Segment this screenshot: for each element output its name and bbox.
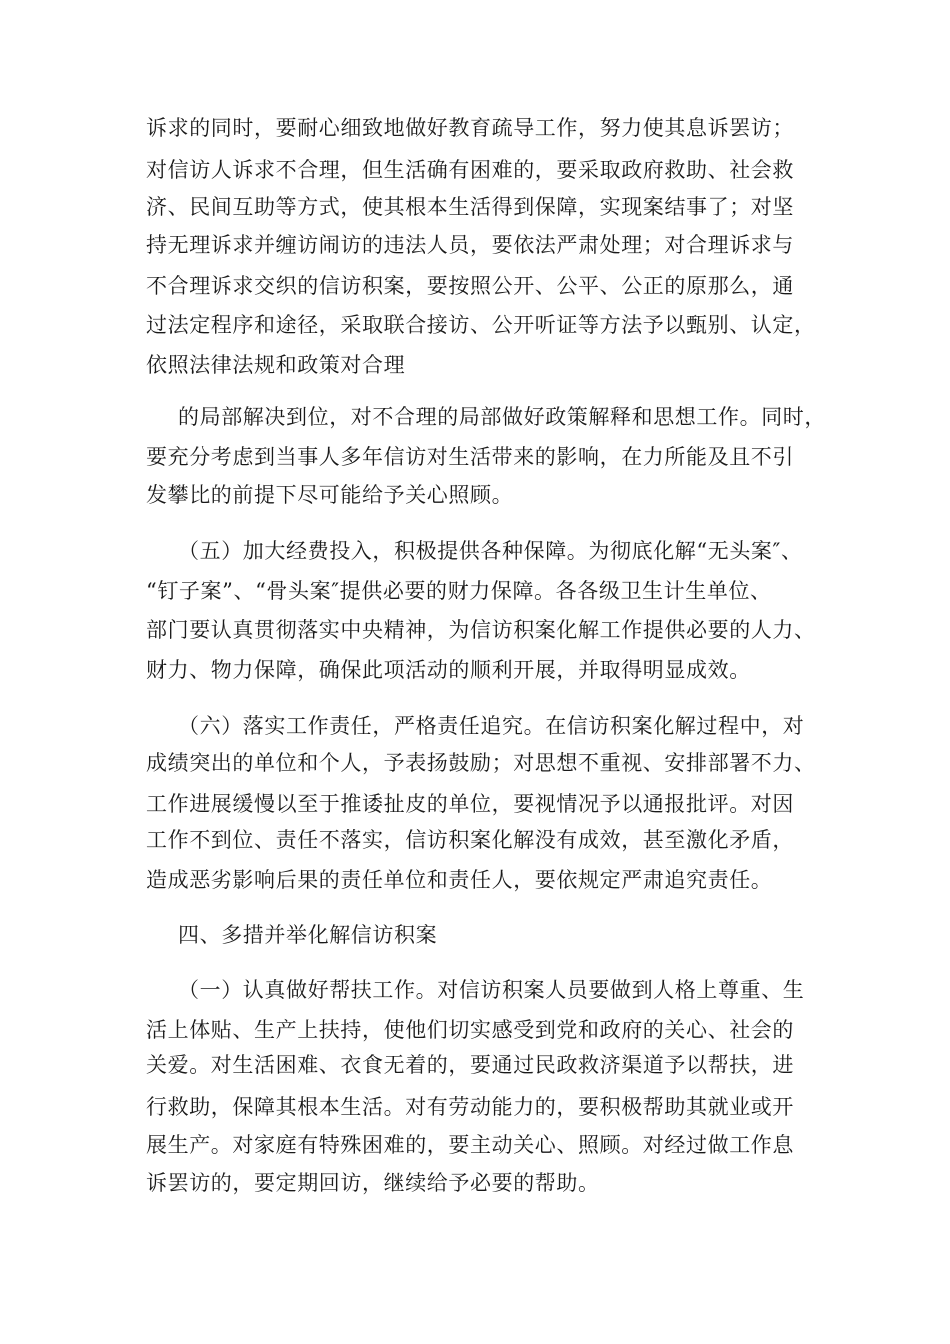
text-line: （六）落实工作责任，严格责任追究。在信访积案化解过程中，对 <box>178 714 805 738</box>
text-line: 发攀比的前提下尽可能给予关心照顾。 <box>146 483 514 507</box>
text-line: 的局部解决到位，对不合理的局部做好政策解释和思想工作。同时， <box>178 405 826 429</box>
text-line: 对信访人诉求不合理，但生活确有困难的，要采取政府救助、社会救 <box>146 158 794 182</box>
text-line: （五）加大经费投入，积极提供各种保障。为彻底化解“无头案″、 <box>178 539 803 563</box>
text-line: 要充分考虑到当事人多年信访对生活带来的影响，在力所能及且不引 <box>146 445 794 469</box>
text-line: 活上体贴、生产上扶持，使他们切实感受到党和政府的关心、社会的 <box>146 1018 794 1042</box>
text-line: 不合理诉求交织的信访积案，要按照公开、公平、公正的原那么，通 <box>146 274 794 298</box>
text-line: 济、民间互助等方式，使其根本生活得到保障，实现案结事了；对坚 <box>146 195 794 219</box>
text-line: 持无理诉求并缠访闹访的违法人员，要依法严肃处理；对合理诉求与 <box>146 233 794 257</box>
text-line: 工作进展缓慢以至于推诿扯皮的单位，要视情况予以通报批评。对因 <box>146 792 794 816</box>
text-line: 工作不到位、责任不落实，信访积案化解没有成效，甚至激化矛盾， <box>146 828 794 852</box>
text-line: 过法定程序和途径，采取联合接访、公开听证等方法予以甄别、认定， <box>146 313 816 337</box>
text-line: 部门要认真贯彻落实中央精神，为信访积案化解工作提供必要的人力、 <box>146 618 816 642</box>
text-line: 造成恶劣影响后果的责任单位和责任人，要依规定严肃追究责任。 <box>146 868 773 892</box>
text-line: 成绩突出的单位和个人，予表扬鼓励；对思想不重视、安排部署不力、 <box>146 751 816 775</box>
text-line: 行救助，保障其根本生活。对有劳动能力的，要积极帮助其就业或开 <box>146 1095 794 1119</box>
text-line: 诉求的同时，要耐心细致地做好教育疏导工作，努力使其息诉罢访； <box>146 116 794 140</box>
text-line: 展生产。对家庭有特殊困难的，要主动关心、照顾。对经过做工作息 <box>146 1133 794 1157</box>
text-line: “钉子案”、“骨头案″提供必要的财力保障。各各级卫生计生单位、 <box>146 579 772 603</box>
text-line: 依照法律法规和政策对合理 <box>146 353 406 377</box>
text-line: （一）认真做好帮扶工作。对信访积案人员要做到人格上尊重、生 <box>178 978 805 1002</box>
heading-text: 四、多措并举化解信访积案 <box>178 923 438 947</box>
text-line: 诉罢访的，要定期回访，继续给予必要的帮助。 <box>146 1171 600 1195</box>
text-line: 财力、物力保障，确保此项活动的顺利开展，并取得明显成效。 <box>146 658 751 682</box>
text-line: 关爱。对生活困难、衣食无着的，要通过民政救济渠道予以帮扶，进 <box>146 1053 794 1077</box>
